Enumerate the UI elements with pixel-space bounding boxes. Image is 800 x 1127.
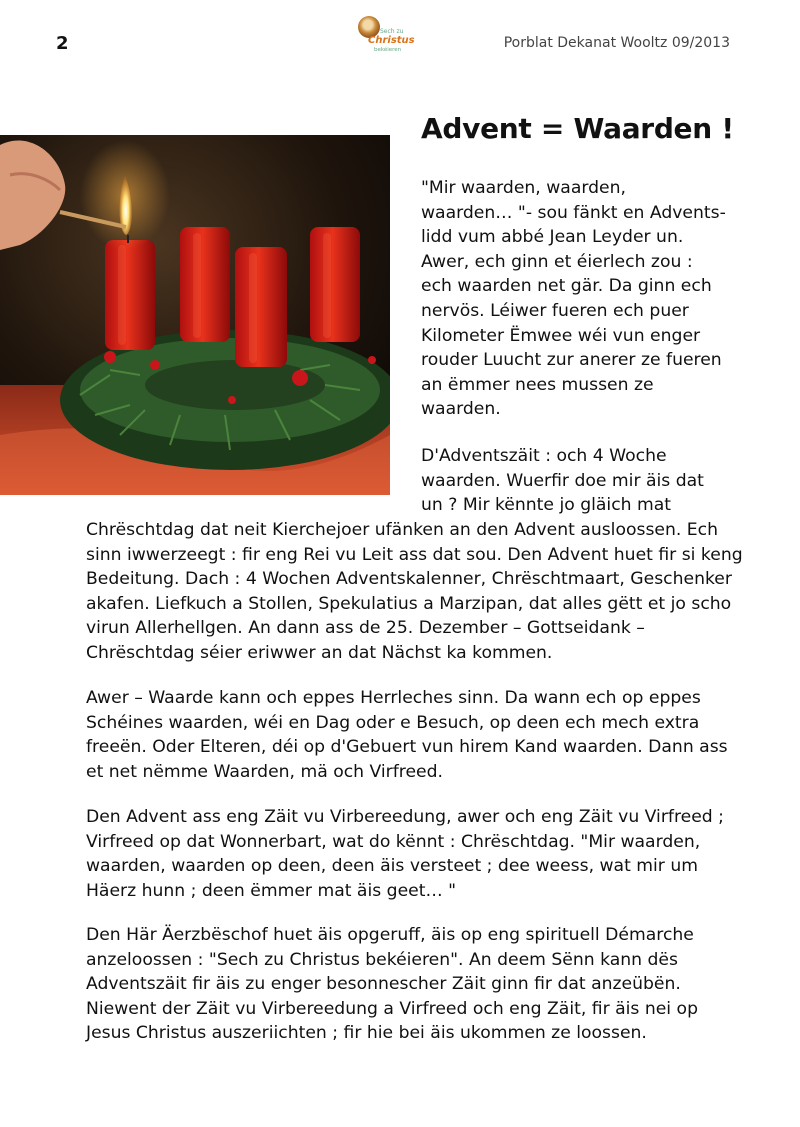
logo <box>354 16 415 58</box>
text-line: et net nëmme Waarden, mä och Virfreed. <box>86 761 444 782</box>
text-line: waarden. Wuerfir doe mir äis dat <box>421 470 704 491</box>
text-line: un ? Mir kënnte jo gläich mat <box>421 495 672 516</box>
text-line: anzeloossen : "Sech zu Christus bekéieren". An deem Sënn kann dës <box>86 949 678 970</box>
logo-text-bottom: bekéieren <box>374 47 402 53</box>
text-line: an ëmmer nees mussen ze <box>421 374 654 395</box>
text-line: ech waarden net gär. Da ginn ech <box>421 276 712 297</box>
text-line: Jesus Christus auszeriichten ; fir hie bei äis ukommen ze loossen. <box>86 1023 647 1044</box>
text-line: nervös. Léiwer fueren ech puer <box>421 300 689 321</box>
text-line: freeën. Oder Elteren, déi op d'Gebuert vun hirem Kand waarden. Dann ass <box>86 737 728 758</box>
text-line: Chrëschtdag dat neit Kierchejoer ufänken an den Advent ausloossen. Ech <box>86 520 718 540</box>
paragraph-1 <box>421 176 751 422</box>
text-line: Schéines waarden, wéi en Dag oder e Besuch, op deen ech mech extra <box>86 712 700 733</box>
text-line: akafen. Liefkuch a Stollen, Spekulatius a Marzipan, dat alles gëtt et jo scho <box>86 593 732 614</box>
paragraph-2-start <box>421 444 751 518</box>
text-line: Kilometer Ëmwee wéi vun enger <box>421 325 701 346</box>
text-line: Niewent der Zäit vu Virbereedung a Virfreed och eng Zäit, fir äis nei op <box>86 998 698 1019</box>
publication-info: Porblat Dekanat Wooltz 09/2013 <box>503 35 730 51</box>
paragraph-3 <box>86 686 766 784</box>
text-line: Den Här Äerzbëschof huet äis opgeruff, äis op eng spirituell Démarche <box>86 925 694 945</box>
text-line: "Mir waarden, waarden, <box>421 178 626 198</box>
text-line: D'Adventszäit : och 4 Woche <box>421 446 667 466</box>
text-line: rouder Luucht zur anerer ze fueren <box>421 350 722 371</box>
article-title: Advent = Waarden ! <box>421 112 734 145</box>
paragraph-5 <box>86 923 766 1046</box>
text-line: Häerz hunn ; deen ëmmer mat äis geet… " <box>86 880 457 901</box>
text-line: virun Allerhellgen. An dann ass de 25. Dezember – Gottseidank – <box>86 618 645 639</box>
text-line: Adventszäit fir äis zu enger besonnescher Zäit ginn fir dat anzeübën. <box>86 974 681 995</box>
text-line: waarden… "- sou fänkt en Advents- <box>421 202 726 223</box>
text-line: Bedeitung. Dach : 4 Wochen Adventskalenner, Chrëschtmaart, Geschenker <box>86 569 732 590</box>
text-line: Awer, ech ginn et éierlech zou : <box>421 251 693 272</box>
text-line: Den Advent ass eng Zäit vu Virbereedung, awer och eng Zäit vu Virfreed ; <box>86 807 724 827</box>
text-line: sinn iwwerzeegt : fir eng Rei vu Leit ass dat sou. Den Advent huet fir si keng <box>86 544 743 565</box>
text-line: Awer – Waarde kann och eppes Herrleches sinn. Da wann ech op eppes <box>86 688 701 708</box>
text-line: waarden. <box>421 399 501 420</box>
paragraph-4 <box>86 805 766 903</box>
paragraph-2-continued <box>86 518 766 666</box>
text-line: lidd vum abbé Jean Leyder un. <box>421 227 684 248</box>
logo-text-top: Sech zu <box>380 28 404 35</box>
page-number: 2 <box>56 33 69 54</box>
logo-text-main: Christus <box>368 35 415 46</box>
advent-wreath-photo <box>0 135 390 495</box>
text-line: Chrëschtdag séier eriwwer an dat Nächst ka kommen. <box>86 642 553 663</box>
text-line: Virfreed op dat Wonnerbart, wat do kënnt : Chrëschtdag. "Mir waarden, <box>86 831 701 852</box>
text-line: waarden, waarden op deen, deen äis versteet ; dee weess, wat mir um <box>86 856 698 877</box>
